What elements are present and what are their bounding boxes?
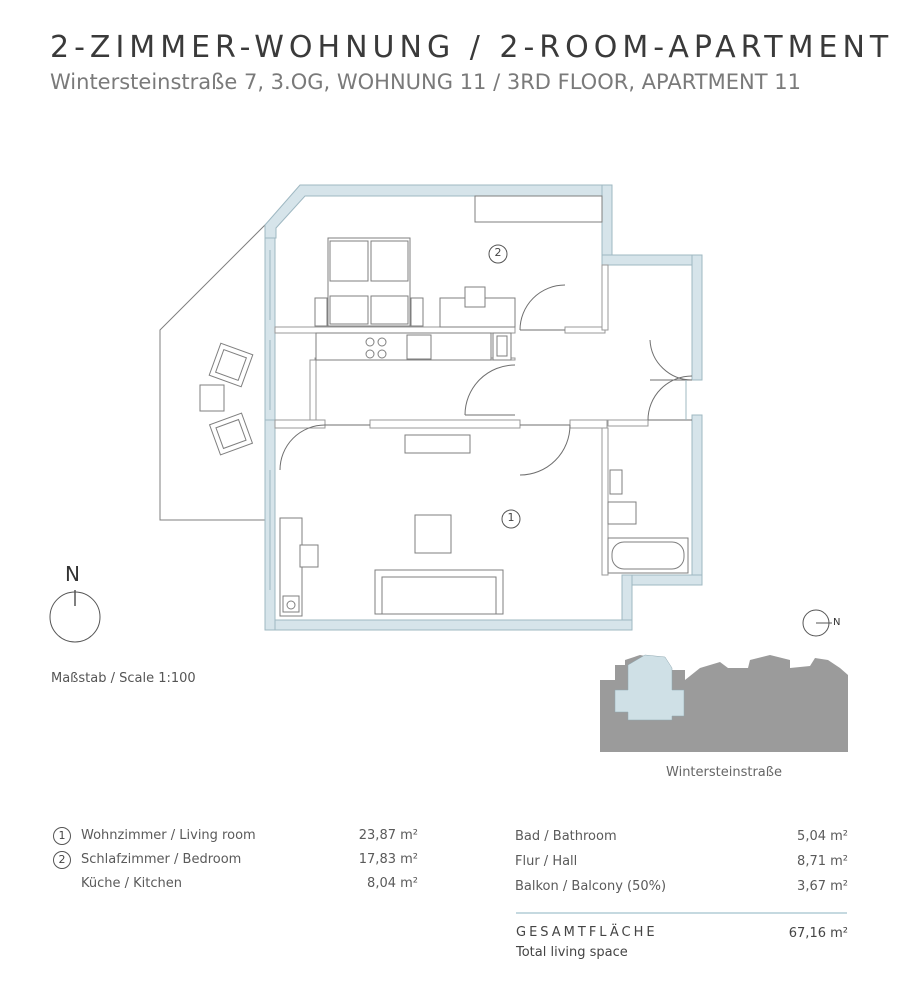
kitchen-counter: [316, 333, 491, 360]
tv-unit: [405, 435, 470, 453]
wall-bath-bottom: [622, 575, 702, 585]
wall-hall-top: [602, 255, 702, 265]
total-divider: [516, 912, 847, 914]
total-sublabel: Total living space: [516, 945, 628, 960]
site-plan: [600, 655, 848, 752]
wall-living-north-b: [370, 420, 520, 428]
wall-kitchen-south: [310, 360, 316, 420]
scale-label: Maßstab / Scale 1:100: [51, 671, 196, 686]
coffee-table: [415, 515, 451, 553]
wall-hall-west: [602, 265, 608, 330]
wall-living-north-c: [570, 420, 607, 428]
wall-east-lower: [692, 415, 702, 585]
address-subtitle: Wintersteinstraße 7, 3.OG, WOHNUNG 11 / 3RD FLOOR, APARTMENT 11: [50, 70, 801, 94]
room-bath-name: Bad / Bathroom: [515, 829, 617, 844]
room-kitchen-area: 8,04 m²: [367, 876, 418, 891]
page-title: 2-ZIMMER-WOHNUNG / 2-ROOM-APARTMENT: [50, 30, 894, 65]
room-balcony-name: Balkon / Balcony (50%): [515, 879, 667, 894]
room-2-area: 17,83 m²: [358, 852, 418, 867]
wall-east-hall: [692, 255, 702, 380]
total-area: 67,16 m²: [788, 926, 848, 941]
wall-bath-top: [608, 420, 648, 426]
balcony-table: [200, 385, 224, 411]
room-marker-1-label: 1: [507, 511, 515, 524]
room-hall-name: Flur / Hall: [515, 854, 578, 869]
room-marker-2-label: 2: [494, 246, 502, 259]
room-bath-area: 5,04 m²: [797, 829, 848, 844]
door-living-2: [520, 425, 570, 475]
room-kitchen-name: Küche / Kitchen: [81, 876, 183, 891]
wall-bedroom-south: [275, 327, 515, 333]
toilet: [610, 470, 622, 494]
door-kitchen: [465, 365, 515, 415]
room-1-marker: 1: [53, 827, 71, 845]
total-label: GESAMTFLÄCHE: [516, 925, 658, 940]
room-2-name: Schlafzimmer / Bedroom: [81, 852, 242, 867]
door-entry: [650, 340, 692, 380]
room-2-marker: 2: [53, 851, 71, 869]
wall-bedroom-south-2: [565, 327, 605, 333]
door-living: [280, 425, 370, 470]
room-hall-area: 8,71 m²: [797, 854, 848, 869]
room-1-name: Wohnzimmer / Living room: [81, 828, 256, 843]
compass-north-label: N: [65, 562, 80, 586]
door-bath: [648, 376, 692, 420]
compass-small-north-label: N: [833, 617, 841, 628]
wall-east-upper: [602, 185, 612, 265]
room-balcony-area: 3,67 m²: [797, 879, 848, 894]
wardrobe: [475, 196, 602, 222]
wall-living-north-a: [275, 420, 325, 428]
room-1-area: 23,87 m²: [358, 828, 418, 843]
wall-south: [265, 620, 632, 630]
door-bedroom: [520, 285, 565, 330]
wall-bath-west: [602, 428, 608, 575]
street-label: Wintersteinstraße: [666, 765, 782, 780]
sink: [608, 502, 636, 524]
